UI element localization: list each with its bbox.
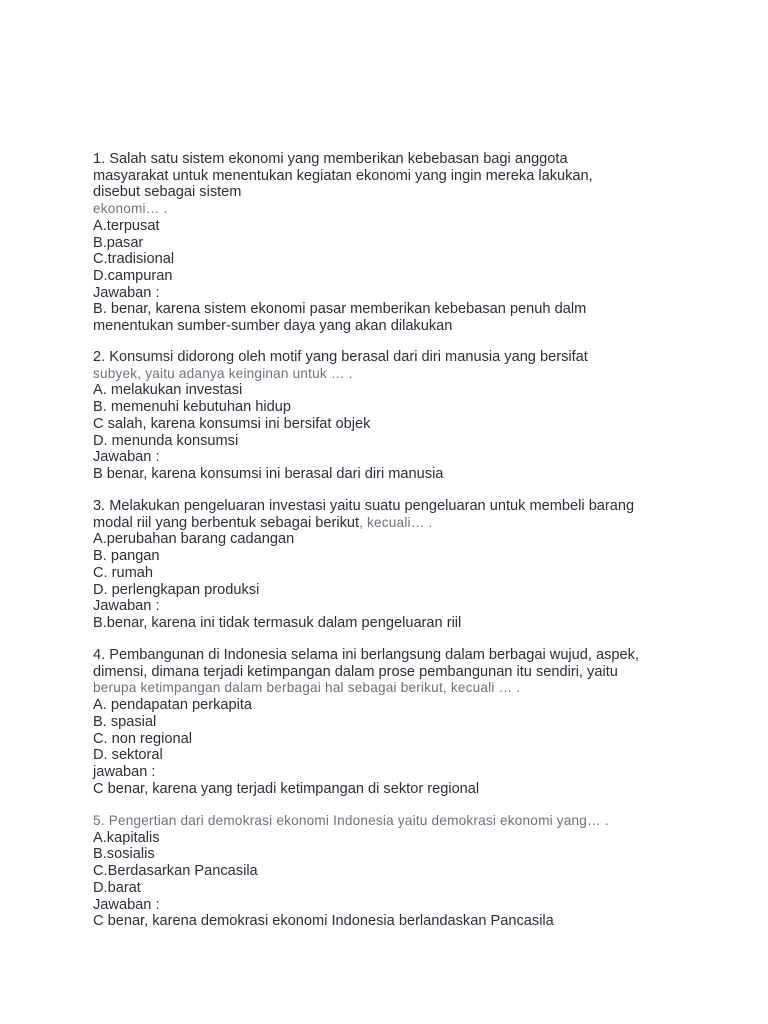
- question-3: [93, 498, 693, 632]
- option-a: A.terpusat: [93, 217, 160, 234]
- option-c: C.Berdasarkan Pancasila: [93, 863, 258, 880]
- answer-text: C benar, karena yang terjadi ketimpangan di sektor regional: [93, 780, 480, 797]
- question-stem-line: disebut sebagai sistem: [93, 184, 242, 201]
- question-stem-line: dimensi, dimana terjadi ketimpangan dalam prose pembangunan itu sendiri, yaitu: [93, 663, 618, 680]
- option-c: C.tradisional: [93, 251, 175, 268]
- question-1: [93, 151, 693, 335]
- question-stem-line: 1. Salah satu sistem ekonomi yang memberikan kebebasan bagi anggota: [93, 151, 568, 167]
- option-d: D. perlengkapan produksi: [93, 581, 260, 598]
- option-b: B. memenuhi kebutuhan hidup: [93, 399, 291, 416]
- option-b: B. pangan: [93, 548, 160, 565]
- stem-dark-part: modal riil yang berbentuk sebagai berikut: [93, 514, 360, 531]
- option-a: A.perubahan barang cadangan: [93, 531, 295, 548]
- answer-text: B benar, karena konsumsi ini berasal dari diri manusia: [93, 465, 444, 482]
- stem-light-part: , kecuali… .: [359, 514, 433, 530]
- option-a: A.kapitalis: [93, 829, 160, 846]
- answer-text: B.benar, karena ini tidak termasuk dalam pengeluaran riil: [93, 614, 462, 631]
- answer-label: Jawaban :: [93, 449, 160, 466]
- question-2: [93, 349, 693, 483]
- question-4: [93, 647, 693, 797]
- option-d: D.barat: [93, 879, 141, 896]
- option-d: D. menunda konsumsi: [93, 432, 239, 449]
- question-stem-light: subyek, yaitu adanya keinginan untuk … .: [93, 365, 353, 381]
- answer-label: Jawaban :: [93, 598, 160, 615]
- question-stem-light: berupa ketimpangan dalam berbagai hal sebagai berikut, kecuali … .: [93, 680, 521, 696]
- option-c: C. non regional: [93, 730, 192, 747]
- option-a: A. melakukan investasi: [93, 382, 243, 399]
- question-stem-line: [93, 515, 693, 532]
- option-d: D. sektoral: [93, 747, 163, 764]
- option-c: C. rumah: [93, 564, 154, 581]
- question-stem-line: 3. Melakukan pengeluaran investasi yaitu suatu pengeluaran untuk membeli barang: [93, 498, 635, 514]
- answer-label: jawaban :: [93, 763, 156, 780]
- question-5: [93, 813, 693, 930]
- option-b: B.sosialis: [93, 846, 155, 863]
- answer-label: Jawaban :: [93, 896, 160, 913]
- question-stem-line: masyarakat untuk menentukan kegiatan ekonomi yang ingin mereka lakukan,: [93, 167, 593, 184]
- option-d: D.campuran: [93, 267, 173, 284]
- question-stem-line: 2. Konsumsi didorong oleh motif yang berasal dari diri manusia yang bersifat: [93, 349, 588, 365]
- option-b: B.pasar: [93, 234, 144, 251]
- question-stem-line: 4. Pembangunan di Indonesia selama ini berlangsung dalam berbagai wujud, aspek,: [93, 647, 640, 663]
- answer-label: Jawaban :: [93, 284, 160, 301]
- option-b: B. spasial: [93, 713, 157, 730]
- option-a: A. pendapatan perkapita: [93, 697, 253, 714]
- answer-text: B. benar, karena sistem ekonomi pasar memberikan kebebasan penuh dalm: [93, 301, 587, 318]
- answer-text: C benar, karena demokrasi ekonomi Indonesia berlandaskan Pancasila: [93, 913, 554, 930]
- question-stem-light: ekonomi… .: [93, 201, 168, 217]
- answer-text: menentukan sumber-sumber daya yang akan dilakukan: [93, 318, 453, 335]
- question-stem-light: 5. Pengertian dari demokrasi ekonomi Indonesia yaitu demokrasi ekonomi yang… .: [93, 813, 609, 828]
- option-c: C salah, karena konsumsi ini bersifat objek: [93, 415, 371, 432]
